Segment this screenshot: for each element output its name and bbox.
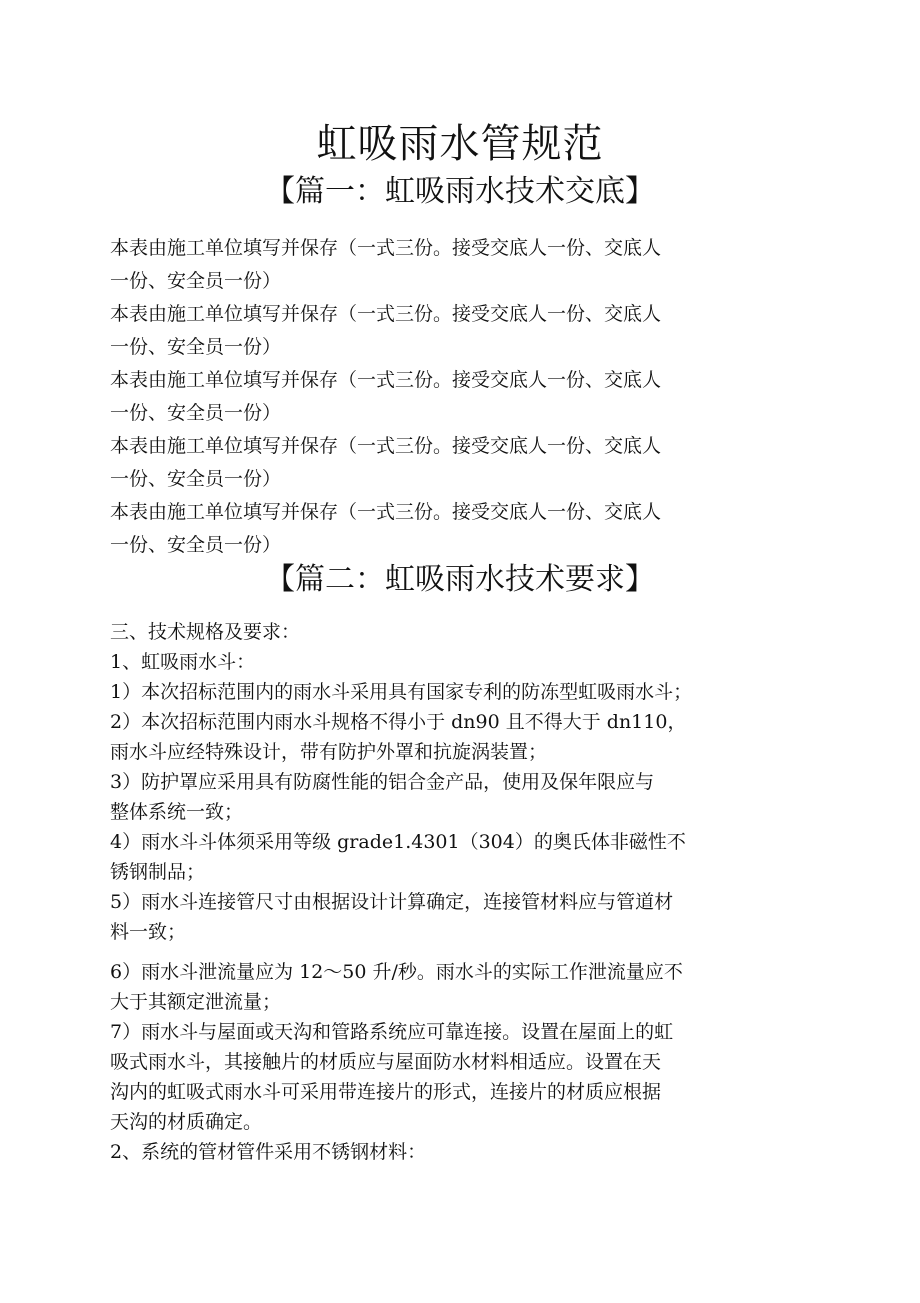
section1-line: 一份、安全员一份） [110, 336, 282, 358]
section2-line: 3）防护罩应采用具有防腐性能的铝合金产品，使用及保年限应与 [110, 771, 655, 793]
section2-line: 1）本次招标范围内的雨水斗采用具有国家专利的防冻型虹吸雨水斗； [110, 681, 693, 703]
section1-line: 本表由施工单位填写并保存（一式三份。接受交底人一份、交底人 [110, 435, 662, 457]
section2-line: 7）雨水斗与屋面或天沟和管路系统应可靠连接。设置在屋面上的虹 [110, 1021, 674, 1043]
section1-line: 一份、安全员一份） [110, 270, 282, 292]
section1-heading: 【篇一：虹吸雨水技术交底】 [265, 174, 655, 209]
section1-line: 本表由施工单位填写并保存（一式三份。接受交底人一份、交底人 [110, 369, 662, 391]
section2-body [110, 617, 750, 1167]
section2-heading: 【篇二：虹吸雨水技术要求】 [265, 562, 655, 597]
section2-line: 三、技术规格及要求： [110, 621, 301, 643]
section1-line: 一份、安全员一份） [110, 534, 282, 556]
section2-line: 4）雨水斗斗体须采用等级 grade1.4301（304）的奥氏体非磁性不 [110, 831, 686, 853]
section2-line: 1、虹吸雨水斗： [110, 651, 256, 673]
section2-line: 料一致； [110, 921, 187, 943]
section2-line: 天沟的材质确定。 [110, 1111, 263, 1133]
section1-line: 本表由施工单位填写并保存（一式三份。接受交底人一份、交底人 [110, 237, 662, 259]
section2-line: 吸式雨水斗，其接触片的材质应与屋面防水材料相适应。设置在天 [110, 1051, 662, 1073]
paragraph-gap [110, 947, 750, 957]
section2-line: 沟内的虹吸式雨水斗可采用带连接片的形式，连接片的材质应根据 [110, 1081, 662, 1103]
section2-line: 6）雨水斗泄流量应为 12〜50 升/秒。雨水斗的实际工作泄流量应不 [110, 961, 683, 983]
section2-line: 5）雨水斗连接管尺寸由根据设计计算确定，连接管材料应与管道材 [110, 891, 674, 913]
section2-line: 2、系统的管材管件采用不锈钢材料： [110, 1141, 427, 1163]
section1-line: 一份、安全员一份） [110, 468, 282, 490]
document-title: 虹吸雨水管规范 [316, 121, 604, 167]
section1-body [110, 232, 750, 562]
section1-line: 本表由施工单位填写并保存（一式三份。接受交底人一份、交底人 [110, 303, 662, 325]
section2-line: 大于其额定泄流量； [110, 991, 282, 1013]
section2-line: 整体系统一致； [110, 801, 244, 823]
section1-line: 本表由施工单位填写并保存（一式三份。接受交底人一份、交底人 [110, 501, 662, 523]
section2-line: 2）本次招标范围内雨水斗规格不得小于 dn90 且不得大于 dn110， [110, 711, 687, 733]
section2-line: 雨水斗应经特殊设计，带有防护外罩和抗旋涡装置； [110, 741, 548, 763]
section2-line: 锈钢制品； [110, 861, 206, 883]
section1-line: 一份、安全员一份） [110, 402, 282, 424]
